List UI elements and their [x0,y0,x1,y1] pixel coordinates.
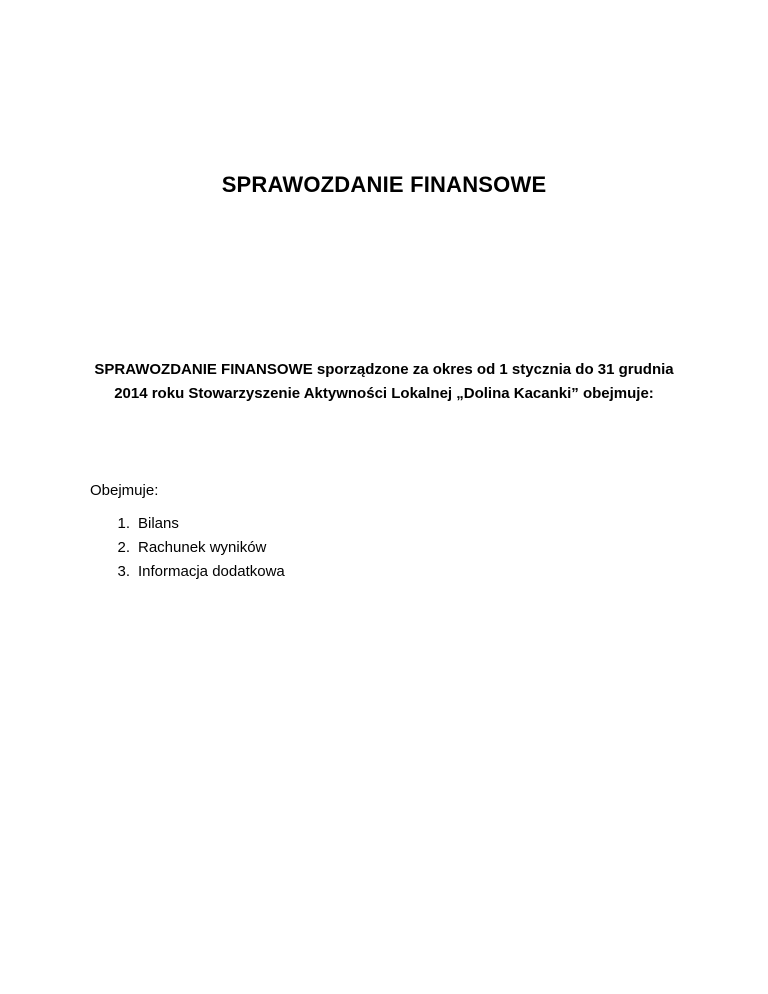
intro-rest: sporządzone za okres od 1 stycznia do 31 grudnia 2014 roku Stowarzyszenie Aktywności Lokalnej „Dolina Kacanki” obejmuje: [114,361,674,402]
intro-lead: SPRAWOZDANIE FINANSOWE [94,361,313,378]
contents-list [90,512,285,584]
list-item-label: Informacja dodatkowa [138,563,285,580]
document-title: SPRAWOZDANIE FINANSOWE [221,172,547,197]
list-item-number: 1. [117,515,130,532]
list-item-number: 3. [117,563,130,580]
list-item-number: 2. [117,539,130,556]
list-item [90,536,285,560]
list-item [90,560,285,584]
contents-label: Obejmuje: [90,482,159,499]
list-item-label: Bilans [138,515,179,532]
list-item [90,512,285,536]
intro-paragraph [90,358,678,406]
list-item-label: Rachunek wyników [138,539,267,556]
